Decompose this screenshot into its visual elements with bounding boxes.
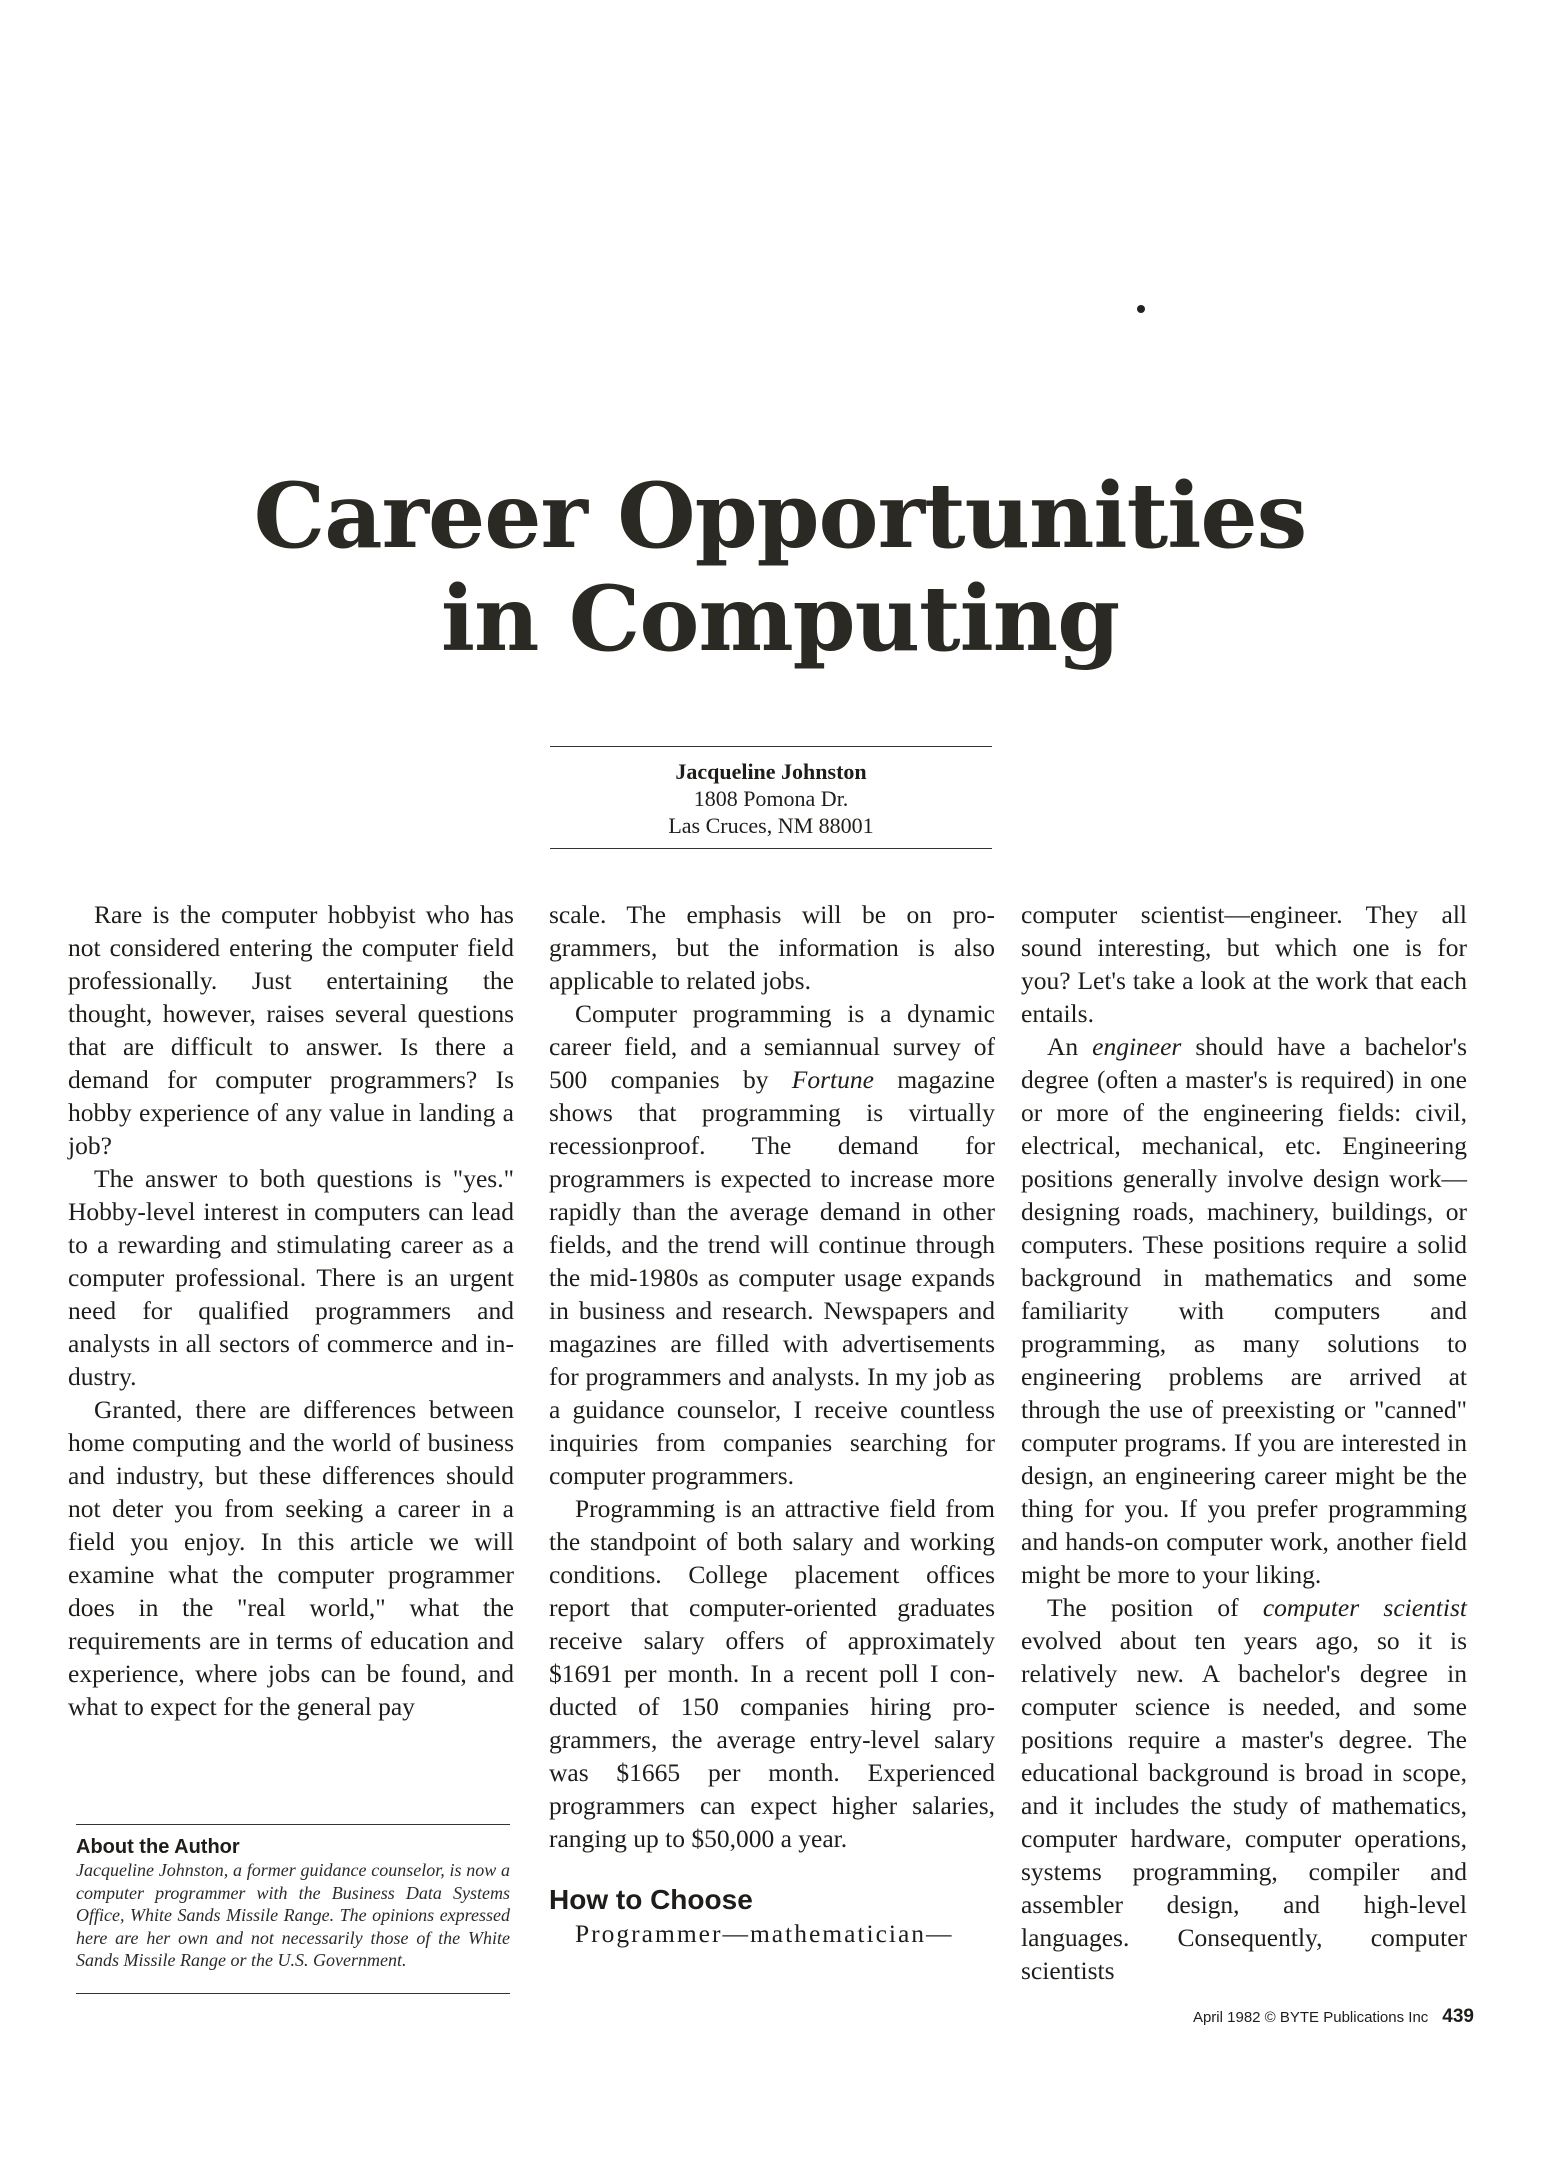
paragraph: The answer to both questions is "yes." Hobby-level interest in computers can lead to a rewarding and stimulating career as a computer professional. There is an urgent need for qualified programmers and analysts in all sectors of commerce and industry.	[68, 1164, 514, 1391]
author-address: 1808 Pomona Dr.	[693, 786, 849, 811]
about-the-author-box	[76, 1824, 510, 1994]
paragraph: computer scientist—engineer. They all sound interesting, but which one is for you? Let's take a look at the work that each entails.	[1021, 900, 1467, 1028]
paragraph: Programming is an attractive field from the standpoint of both salary and working conditions. College placement offices report that computer-oriented graduates receive salary offers of approximately $1691 per month. In a recent poll I conducted of 150 companies hiring programmers, the average entry-level salary was $1665 per month. Experienced programmers can expect higher salaries, ranging up to $50,000 a year.	[549, 1494, 995, 1853]
article-title	[0, 465, 1560, 671]
footer-text: April 1982 © BYTE Publications Inc	[1192, 2009, 1429, 2026]
text-run: magazine shows that programming is virtually recessionproof. The demand for programmers is expected to increase more rapidly than the average demand in other fields, and the trend will continue through the mid-1980s as computer usage expands in business and research. Newspapers and magazines are filled with advertisements for programmers and analysts. In my job as a guidance counselor, I receive countless inquiries from companies searching for computer programmers.	[549, 1065, 995, 1490]
title-line-1: Career Opportunities	[253, 463, 1307, 569]
about-heading: About the Author	[76, 1836, 240, 1858]
text-run: An	[1047, 1032, 1093, 1061]
ink-speck	[1137, 305, 1145, 313]
paragraph	[549, 997, 995, 1492]
paragraph: scale. The emphasis will be on programmers, but the information is also applicable to related jobs.	[549, 900, 995, 995]
paragraph: Rare is the computer hobbyist who has not considered entering the computer field professionally. Just entertaining the thought, however, raises several questions that are difficult to answer. Is there a demand for computer programmers? Is hobby experience of any value in landing a job?	[68, 900, 514, 1160]
page-footer	[1193, 2007, 1474, 2028]
author-city: Las Cruces, NM 88001	[668, 813, 874, 838]
emphasis-computer-scientist: computer scientist	[1262, 1593, 1467, 1622]
text-run: evolved about ten years ago, so it is relatively new. A bachelor's degree in computer science is needed, and some positions require a master's degree. The educational background is broad in scope, and it includes the study of mathematics, computer hardware, computer operations, systems programming, compiler and assembler design, and high-level languages. Consequently, computer scientists	[1021, 1626, 1467, 1985]
text-run: The position of	[1047, 1593, 1263, 1622]
column-2	[549, 898, 995, 1950]
paragraph: Granted, there are differences between home computing and the world of business and industry, but these differences should not deter you from seeking a career in a field you enjoy. In this article we will examine what the computer programmer does in the "real world," what the requirements are in terms of education and experience, where jobs can be found, and what to expect for the general pay	[68, 1395, 514, 1721]
paragraph: Programmer—mathematician—	[575, 1919, 954, 1948]
about-text: Jacqueline Johnston, a former guidance counselor, is now a computer programmer with the Business Data Systems Office, White Sands Missile Range. The opinions expressed here are her own and not necessarily those of the White Sands Missile Range or the U.S. Government.	[76, 1860, 510, 1970]
emphasis-fortune: Fortune	[791, 1065, 874, 1094]
text-run: Computer programming is a dynamic career field, and a semiannual survey of 500 companies by	[549, 999, 995, 1094]
text-run: should have a bachelor's degree (often a master's is required) in one or more of the engineering fields: civil, electrical, mechanical, etc. Engineering positions generally involve design work—designing roads, machinery, buildings, or computers. These positions require a solid background in mathematics and some familiarity with computers and programming, as many solutions to engineering problems are arrived at through the use of preexisting or "canned" computer programs. If you are interested in design, an engineering career might be the thing for you. If you prefer programming and hands-on computer work, another field might be more to your liking.	[1021, 1032, 1467, 1589]
author-name: Jacqueline Johnston	[675, 759, 867, 784]
emphasis-engineer: engineer	[1092, 1032, 1182, 1061]
section-heading: How to Choose	[549, 1884, 753, 1915]
column-3	[1021, 898, 1467, 1987]
column-1	[68, 898, 514, 1723]
author-byline	[550, 746, 992, 849]
paragraph	[1021, 1591, 1467, 1987]
page-number: 439	[1442, 2006, 1474, 2027]
title-line-2: in Computing	[440, 566, 1120, 672]
paragraph	[1021, 1030, 1467, 1591]
